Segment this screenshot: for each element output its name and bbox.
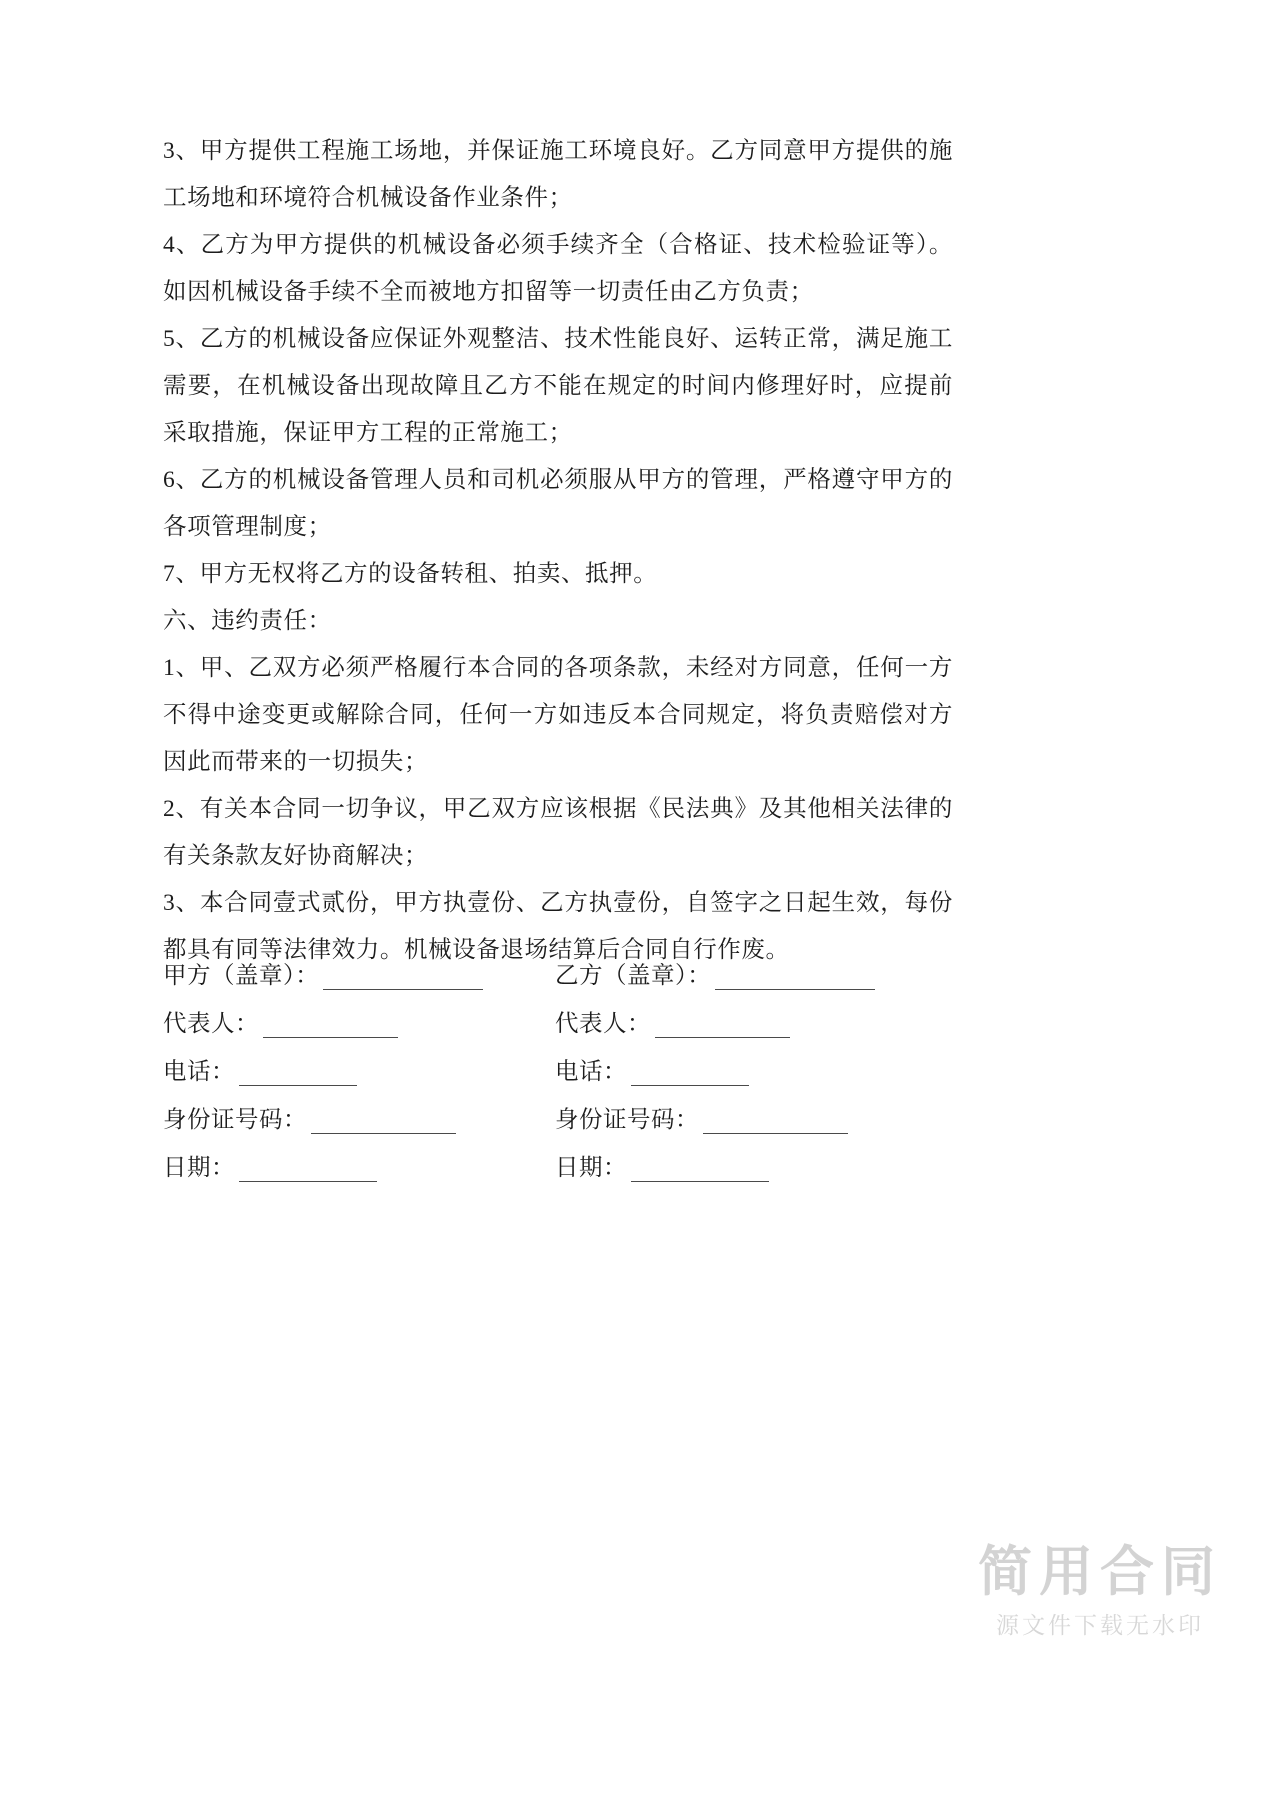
party-b-phone-field [555, 1058, 955, 1086]
party-a-id-number-field [163, 1106, 555, 1134]
party-a-date-field [163, 1154, 555, 1182]
party-b-seal-label: 乙方（盖章）： [555, 963, 712, 989]
party-a-phone-field [163, 1058, 555, 1086]
party-a-phone-label: 电话： [163, 1059, 235, 1085]
clause-paragraph-4: 4、乙方为甲方提供的机械设备必须手续齐全（合格证、技术检验证等）。如因机械设备手续不全而被地方扣留等一切责任由乙方负责； [163, 232, 953, 305]
signature-block [163, 958, 963, 1198]
party-a-seal-label: 甲方（盖章）： [163, 963, 320, 989]
signature-row-representative [163, 1006, 963, 1038]
breach-clause-paragraph-3: 3、本合同壹式贰份，甲方执壹份、乙方执壹份，自签字之日起生效，每份都具有同等法律效力。机械设备退场结算后合同自行作废。 [163, 890, 953, 963]
party-a-date-label: 日期： [163, 1155, 235, 1181]
party-a-seal-input[interactable] [323, 969, 483, 990]
signature-row-phone [163, 1054, 963, 1086]
party-b-representative-input[interactable] [655, 1017, 790, 1038]
clause-paragraph-7: 7、甲方无权将乙方的设备转租、拍卖、抵押。 [163, 561, 658, 587]
party-a-phone-input[interactable] [239, 1065, 357, 1086]
party-a-representative-label: 代表人： [163, 1011, 259, 1037]
party-b-phone-label: 电话： [555, 1059, 627, 1085]
party-b-id-number-field [555, 1106, 955, 1134]
party-a-seal-field [163, 962, 555, 990]
watermark [978, 1542, 1222, 1642]
watermark-brand-text: 简用合同 [978, 1542, 1222, 1602]
party-b-representative-label: 代表人： [555, 1011, 651, 1037]
clause-paragraph-3: 3、甲方提供工程施工场地，并保证施工环境良好。乙方同意甲方提供的施工场地和环境符合机械设备作业条件； [163, 138, 953, 211]
party-b-seal-field [555, 962, 955, 990]
section-heading-breach-liability: 六、违约责任： [163, 608, 332, 634]
signature-row-date [163, 1150, 963, 1182]
party-b-seal-input[interactable] [715, 969, 875, 990]
party-a-id-number-input[interactable] [311, 1113, 456, 1134]
clause-paragraph-5: 5、乙方的机械设备应保证外观整洁、技术性能良好、运转正常，满足施工需要，在机械设备出现故障且乙方不能在规定的时间内修理好时，应提前采取措施，保证甲方工程的正常施工； [163, 326, 953, 446]
signature-row-seal [163, 958, 963, 990]
party-b-date-field [555, 1154, 955, 1182]
breach-clause-paragraph-1: 1、甲、乙双方必须严格履行本合同的各项条款，未经对方同意，任何一方不得中途变更或解除合同，任何一方如违反本合同规定，将负责赔偿对方因此而带来的一切损失； [163, 655, 953, 775]
party-b-date-label: 日期： [555, 1155, 627, 1181]
watermark-subtitle-text: 源文件下载无水印 [996, 1612, 1204, 1638]
clause-paragraph-6: 6、乙方的机械设备管理人员和司机必须服从甲方的管理，严格遵守甲方的各项管理制度； [163, 467, 953, 540]
party-a-representative-input[interactable] [263, 1017, 398, 1038]
signature-row-id-number [163, 1102, 963, 1134]
party-b-phone-input[interactable] [631, 1065, 749, 1086]
party-b-id-number-label: 身份证号码： [555, 1107, 699, 1133]
breach-clause-paragraph-2: 2、有关本合同一切争议，甲乙双方应该根据《民法典》及其他相关法律的有关条款友好协商解决； [163, 796, 953, 869]
party-a-id-number-label: 身份证号码： [163, 1107, 307, 1133]
party-b-date-input[interactable] [631, 1161, 769, 1182]
party-a-representative-field [163, 1010, 555, 1038]
party-a-date-input[interactable] [239, 1161, 377, 1182]
document-body [163, 128, 953, 974]
party-b-id-number-input[interactable] [703, 1113, 848, 1134]
party-b-representative-field [555, 1010, 955, 1038]
